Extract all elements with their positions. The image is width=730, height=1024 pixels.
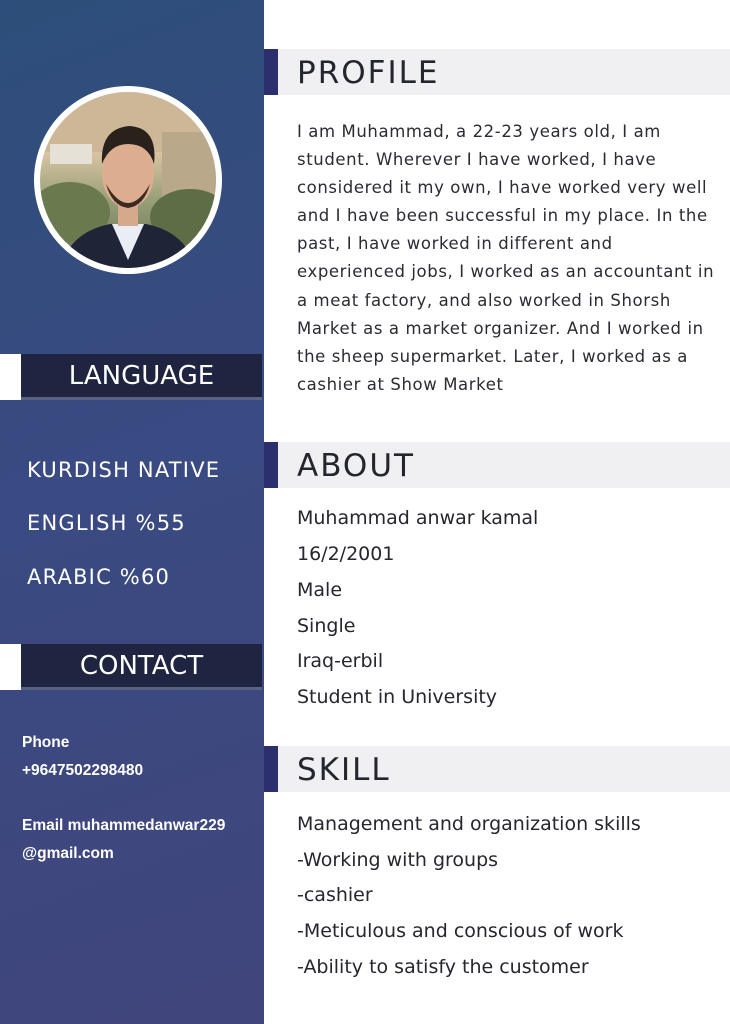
skill-item: -Meticulous and conscious of work bbox=[297, 920, 624, 942]
about-item-status: Single bbox=[297, 615, 356, 637]
language-heading: LANGUAGE bbox=[21, 354, 262, 400]
header-notch bbox=[0, 644, 21, 690]
skill-item: -Working with groups bbox=[297, 849, 499, 871]
language-item-arabic: ARABIC %60 bbox=[27, 565, 171, 589]
about-item-location: Iraq-erbil bbox=[297, 650, 384, 672]
profile-photo bbox=[40, 92, 216, 268]
contact-heading: CONTACT bbox=[21, 644, 262, 690]
about-item-name: Muhammad anwar kamal bbox=[297, 507, 539, 529]
language-section-header bbox=[0, 354, 264, 400]
phone-number: +9647502298480 bbox=[22, 762, 144, 779]
about-section-header bbox=[264, 442, 730, 488]
header-accent bbox=[264, 746, 278, 792]
profile-text: I am Muhammad, a 22-23 years old, I am student. Wherever I have worked, I have considered it my own, I have worked very well and I have been successful in my place. In the past, I have worked in different and experienced jobs, I worked as an accountant in a meat factory, and also worked in Shorsh Market as a market organizer. And I worked in the sheep supermarket. Later, I worked as a cashier at Show Market bbox=[297, 122, 715, 394]
skill-section-header bbox=[264, 746, 730, 792]
about-item-occupation: Student in University bbox=[297, 686, 498, 708]
about-item-gender: Male bbox=[297, 579, 343, 601]
about-item-birthdate: 16/2/2001 bbox=[297, 543, 395, 565]
about-heading: ABOUT bbox=[297, 448, 415, 484]
contact-section-header bbox=[0, 644, 264, 690]
skill-item: -Ability to satisfy the customer bbox=[297, 956, 589, 978]
phone-label: Phone bbox=[22, 734, 70, 751]
header-accent bbox=[264, 49, 278, 95]
email-line-1: Email muhammedanwar229 bbox=[22, 817, 226, 834]
header-notch bbox=[0, 354, 21, 400]
profile-heading: PROFILE bbox=[297, 55, 440, 91]
language-item-kurdish: KURDISH NATIVE bbox=[27, 458, 221, 482]
language-item-english: ENGLISH %55 bbox=[27, 511, 186, 535]
skill-item: Management and organization skills bbox=[297, 813, 641, 835]
email-line-2: @gmail.com bbox=[22, 845, 114, 862]
skill-heading: SKILL bbox=[297, 752, 391, 788]
header-accent bbox=[264, 442, 278, 488]
profile-section-header bbox=[264, 49, 730, 95]
skill-item: -cashier bbox=[297, 884, 373, 906]
